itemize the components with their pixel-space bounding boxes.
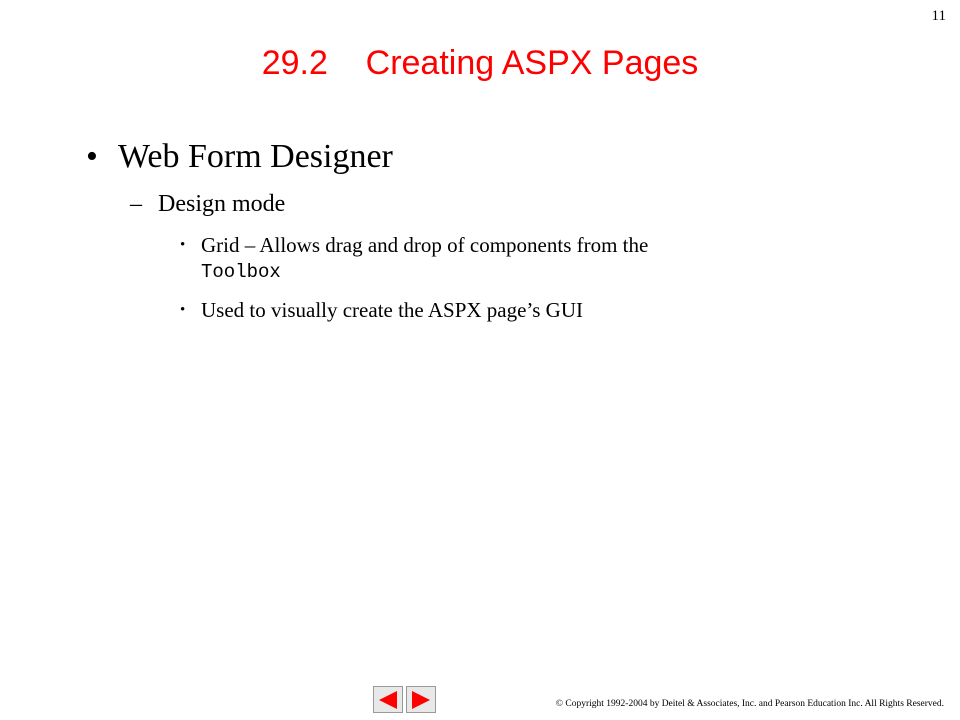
bullet-text-main: Grid – Allows drag and drop of components from the (201, 233, 649, 257)
copyright-notice: © Copyright 1992-2004 by Deitel & Associates, Inc. and Pearson Education Inc. All Rights Reserved. (555, 699, 944, 709)
bullet-text (201, 233, 820, 285)
bullet-text: Web Form Designer (118, 138, 393, 175)
bullet-level2 (130, 191, 285, 218)
previous-slide-button[interactable] (373, 686, 403, 713)
bullet-level1 (86, 138, 393, 176)
bullet-text: Used to visually create the ASPX page’s GUI (201, 298, 584, 322)
slide-navigation (373, 686, 436, 713)
slide-title: 29.2 Creating ASPX Pages (261, 44, 699, 82)
next-slide-button[interactable] (406, 686, 436, 713)
triangle-left-icon (377, 690, 399, 710)
bullet-level3-grid (180, 233, 820, 285)
dash-marker: – (130, 191, 142, 217)
triangle-right-icon (410, 690, 432, 710)
bullet-marker: • (180, 237, 186, 253)
slide-number: 11 (931, 8, 946, 24)
bullet-marker: • (180, 302, 186, 318)
code-toolbox: Toolbox (201, 261, 281, 283)
bullet-text: Design mode (158, 191, 286, 217)
bullet-marker: • (86, 138, 98, 175)
bullet-level3-visual (180, 298, 820, 323)
